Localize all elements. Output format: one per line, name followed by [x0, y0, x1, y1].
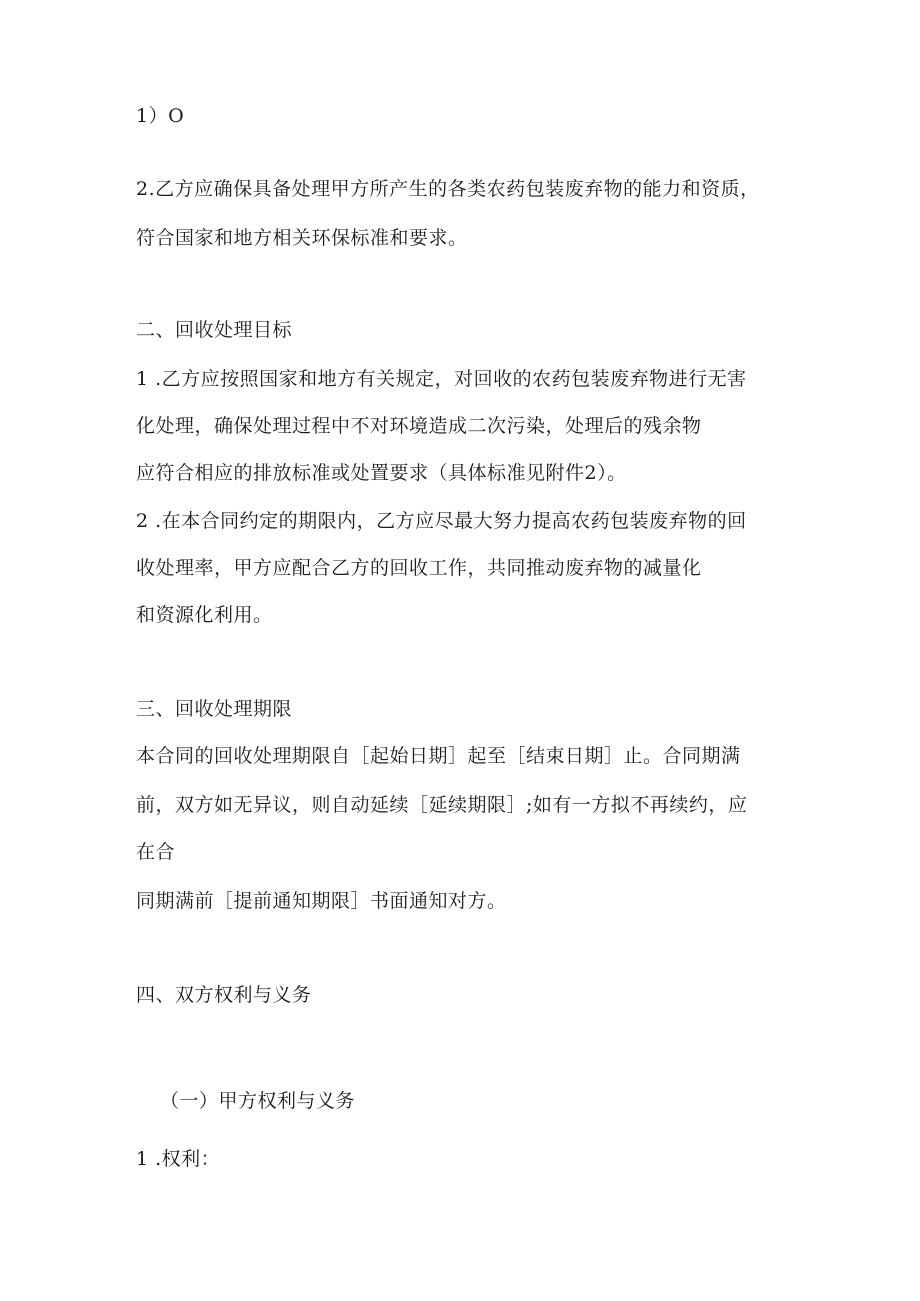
term-line-4: 同期满前［提前通知期限］书面通知对方。: [136, 890, 507, 912]
text-line-fragment: 1）O: [136, 105, 185, 127]
goal-1-line-1: 1 .乙方应按照国家和地方有关规定，对回收的农药包装废弃物进行无害: [136, 368, 747, 390]
clause-2-line-2: 符合国家和地方相关环保标准和要求。: [136, 227, 468, 249]
clause-2-line-1: 2.乙方应确保具备处理甲方所产生的各类农药包装废弃物的能力和资质，: [136, 178, 760, 200]
subsection-party-a-heading: （一）甲方权利与义务: [160, 1090, 356, 1112]
goal-2-line-2: 收处理率，甲方应配合乙方的回收工作，共同推动废弃物的减量化: [136, 557, 702, 579]
section-2-heading: 二、回收处理目标: [136, 319, 293, 341]
section-3-heading: 三、回收处理期限: [136, 698, 293, 720]
goal-2-line-3: 和资源化利用。: [136, 604, 273, 626]
term-line-1: 本合同的回收处理期限自［起始日期］起至［结束日期］止。合同期满: [136, 745, 741, 767]
term-line-3: 在合: [136, 841, 176, 863]
goal-1-line-2: 化处理，确保处理过程中不对环境造成二次污染，处理后的残余物: [136, 415, 702, 437]
goal-2-line-1: 2 .在本合同约定的期限内，乙方应尽最大努力提高农药包装废弃物的回: [136, 510, 747, 532]
goal-1-line-3: 应符合相应的排放标准或处置要求（具体标准见附件2）。: [136, 462, 627, 484]
rights-heading: 1 .权利：: [136, 1148, 221, 1170]
term-line-2: 前，双方如无异议，则自动延续［延续期限］;如有一方拟不再续约，应: [136, 794, 748, 816]
section-4-heading: 四、双方权利与义务: [136, 984, 312, 1006]
